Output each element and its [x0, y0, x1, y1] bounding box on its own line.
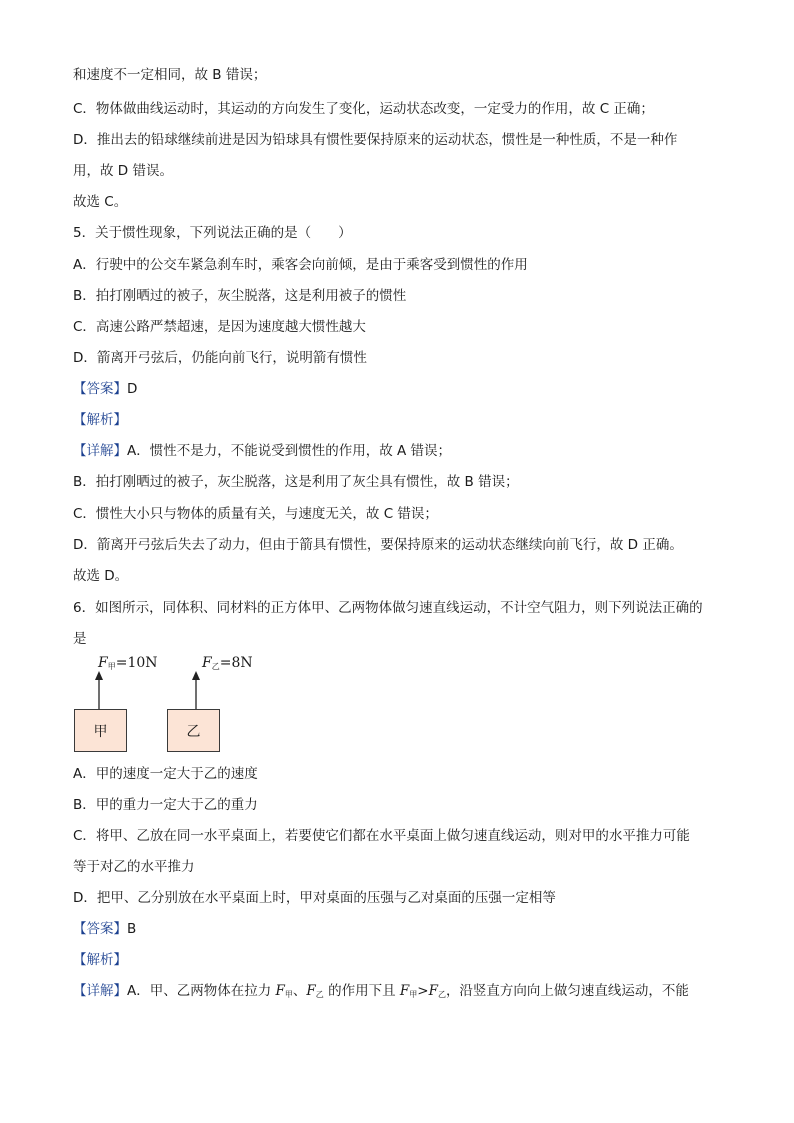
text-line: 是 [73, 631, 87, 647]
text-line: D．把甲、乙分别放在水平桌面上时，甲对桌面的压强与乙对桌面的压强一定相等 [73, 890, 556, 906]
section-tag: 【解析】 [73, 412, 127, 428]
arrow-up-icon [94, 671, 104, 709]
text-line: C．将甲、乙放在同一水平桌面上，若要使它们都在水平桌面上做匀速直线运动，则对甲的水平推力可能 [73, 828, 690, 844]
text-line: A．行驶中的公交车紧急刹车时，乘客会向前倾，是由于乘客受到惯性的作用 [73, 257, 528, 273]
section-tag: 【详解】 [73, 443, 127, 459]
text-line: 故选 D。 [73, 568, 129, 584]
text-line: B．甲的重力一定大于乙的重力 [73, 797, 258, 813]
arrow-up-icon [191, 671, 201, 709]
text-line: B．拍打刚晒过的被子，灰尘脱落，这是利用被子的惯性 [73, 288, 407, 304]
block-jia: 甲 [74, 709, 127, 752]
text-line: C．物体做曲线运动时，其运动的方向发生了变化，运动状态改变，一定受力的作用，故 C 正确； [73, 101, 654, 117]
force-label-jia: $F_甲=10N$ [98, 655, 158, 671]
text-line: D．箭离开弓弦后，仍能向前飞行，说明箭有惯性 [73, 350, 367, 366]
text-line: 6．如图所示，同体积、同材料的正方体甲、乙两物体做匀速直线运动，不计空气阻力，则下列说法正确的 [73, 600, 703, 616]
block-yi: 乙 [167, 709, 220, 752]
force-diagram [70, 655, 253, 755]
force-label-yi: $F_乙=8N$ [202, 655, 253, 671]
text-line [73, 411, 753, 429]
text-line: 【答案】B [73, 921, 137, 937]
text-line: 5．关于惯性现象，下列说法正确的是（ ） [73, 225, 352, 241]
text-line: C．高速公路严禁超速，是因为速度越大惯性越大 [73, 319, 366, 335]
text-line: A．甲的速度一定大于乙的速度 [73, 766, 258, 782]
text-line: 【答案】D [73, 381, 138, 397]
detail-line-6: 【详解】A．甲、乙两物体在拉力 $F_甲$、$F_乙$ 的作用下且 $F_甲>F_乙$，沿竖直方向向上做匀速直线运动，不能 [73, 983, 689, 999]
text-line: 等于对乙的水平推力 [73, 859, 195, 875]
text-line: D．箭离开弓弦后失去了动力，但由于箭具有惯性，要保持原来的运动状态继续向前飞行，故 D 正确。 [73, 537, 683, 553]
detail-tag: 【详解】 [73, 983, 127, 999]
symbol-f-jia: $F_甲$ [275, 983, 293, 999]
section-tag: 【答案】 [73, 921, 127, 937]
text-line: 故选 C。 [73, 194, 128, 210]
text-line [73, 951, 753, 969]
text-line: 【详解】A．惯性不是力，不能说受到惯性的作用，故 A 错误； [73, 443, 452, 459]
text-line: 和速度不一定相同，故 B 错误； [73, 67, 267, 83]
text-line: 用，故 D 错误。 [73, 163, 173, 179]
section-tag: 【解析】 [73, 952, 127, 968]
text-line: D．推出去的铅球继续前进是因为铅球具有惯性要保持原来的运动状态，惯性是一种性质，不是一种作 [73, 132, 678, 148]
section-tag: 【答案】 [73, 381, 127, 397]
text-line: B．拍打刚晒过的被子，灰尘脱落，这是利用了灰尘具有惯性，故 B 错误； [73, 474, 519, 490]
symbol-f-yi: $F_乙$ [306, 983, 324, 999]
text-line: C．惯性大小只与物体的质量有关，与速度无关，故 C 错误； [73, 506, 438, 522]
